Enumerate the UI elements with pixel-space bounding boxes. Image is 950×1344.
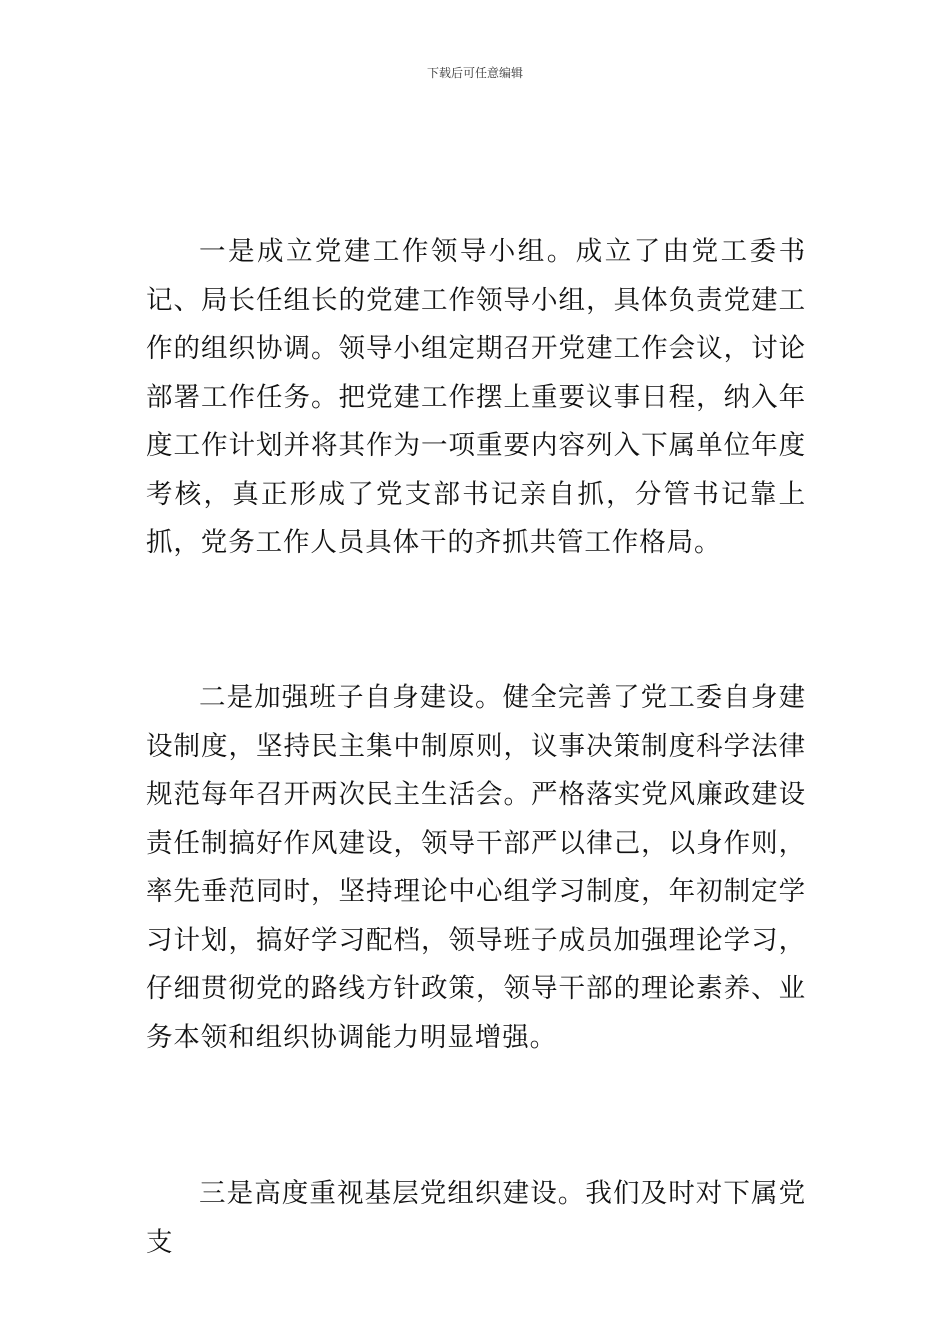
paragraph-text: 一是成立党建工作领导小组。成立了由党工委书记、局长任组长的党建工作领导小组，具体负责党建工作的组织协调。领导小组定期召开党建工作会议，讨论部署工作任务。把党建工作摆上重要议事日程，纳入年度工作计划并将其作为一项重要内容列入下属单位年度考核，真正形成了党支部书记亲自抓，分管书记靠上抓，党务工作人员具体干的齐抓共管工作格局。	[146, 236, 806, 558]
page-header-note: 下载后可任意编辑	[426, 66, 523, 80]
paragraph-text: 二是加强班子自身建设。健全完善了党工委自身建设制度，坚持民主集中制原则，议事决策制度科学法律规范每年召开两次民主生活会。严格落实党风廉政建设责任制搞好作风建设，领导干部严以律己，以身作则，率先垂范同时，坚持理论中心组学习制度，年初制定学习计划，搞好学习配档，领导班子成员加强理论学习，仔细贯彻党的路线方针政策，领导干部的理论素养、业务本领和组织协调能力明显增强。	[146, 682, 806, 1053]
paragraph-team-self-building	[146, 674, 806, 1062]
paragraph-text: 三是高度重视基层党组织建设。我们及时对下属党支	[146, 1178, 806, 1258]
paragraph-grassroots-organization	[146, 1170, 806, 1267]
paragraph-party-leadership-group	[146, 228, 806, 568]
